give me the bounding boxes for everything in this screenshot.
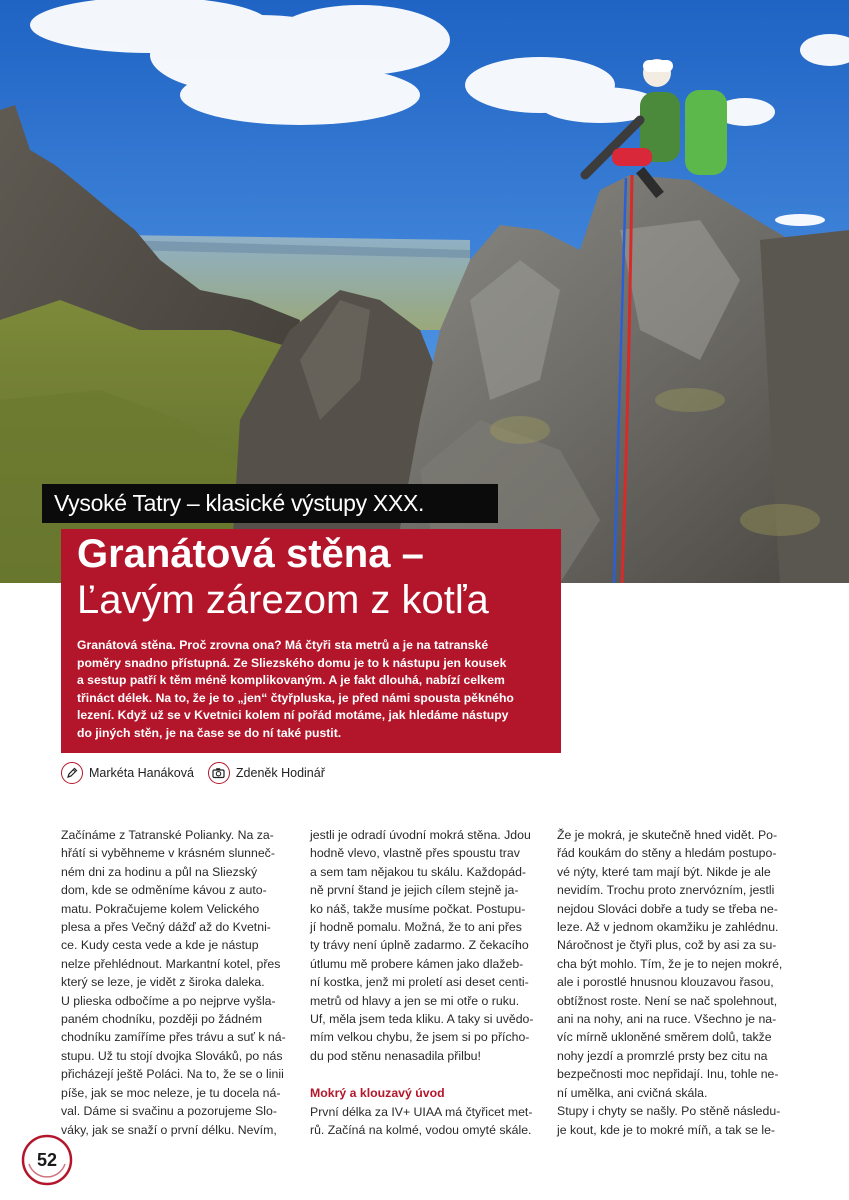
body-line: leze. Až v jednom okamžiku je zahlédnu. [557,920,779,935]
body-line: řád koukám do stěny a hledám postupo- [557,846,777,861]
text-column-1 [61,826,286,1139]
body-line: stupu. Už tu stojí dvojka Slováků, po nás [61,1048,283,1063]
body-line: ce. Kudy cesta vede a kde je nástup [61,938,259,953]
body-line: hodně vlevo, vlastně přes spoustu trav [310,846,520,861]
title-line-2: Ľavým zárezom z kotľa [77,578,489,622]
lead-line: třináct délek. Na to, že je to „jen“ čtyřpluska, je před námi spousta pěkného [77,690,514,705]
photographer-name: Zdeněk Hodinář [235,766,325,780]
body-line: ně první štand je jejich cílem stejně ja- [310,883,519,898]
body-line: jestli je odradí úvodní mokrá stěna. Jdou [310,828,531,842]
body-line: přicházejí ještě Poláci. Na to, že se o linii [61,1067,284,1082]
body-line: ní umělka, ani cvičná skála. [557,1085,708,1100]
body-line: ní kostka, jenž mi proletí asi deset centi- [310,975,529,990]
body-line: ale i porostlé hnusnou klouzavou řasou, [557,975,774,990]
body-line: První délka za IV+ UIAA má čtyřicet met- [310,1104,533,1119]
lead-line: poměry snadno přístupná. Ze Sliezského domu je to k nástupu jen kousek [77,655,507,670]
lead-line: lezení. Když už se v Kvetnici kolem ní pořád motáme, jak hledáme nástupy [77,708,509,723]
lead-line: a sestup patří k těm méně komplikovaným. A je fakt dlouhá, nabízí celkem [77,673,505,688]
body-line: útlumu mě probere kámen jako dlažeb- [310,956,524,971]
page-number-badge [21,1134,73,1186]
lead-line: do jiných stěn, je na čase se do ní také pustit. [77,725,342,740]
body-line: obtížnost roste. Není se nač spolehnout, [557,993,778,1008]
body-line: bezpečnosti moc nepřidají. Inu, tohle ne- [557,1067,779,1082]
text-column-2 [310,826,532,1140]
body-line: Náročnost je čtyři plus, což by asi za su- [557,938,777,953]
body-line: nelze přehlédnout. Markantní kotel, přes [61,956,281,971]
body-line: píše, jak se moc neleze, je tu docela ná- [61,1085,281,1100]
body-line: chodníku zamíříme přes trávu a suť k ná- [61,1030,286,1045]
body-line: který se leze, je vidět z široka daleka. [61,975,265,990]
body-line: du pod stěnu nenasadila přilbu! [310,1048,481,1063]
body-line: metrů od hlavy a jen se mi otře o ruku. [310,993,520,1008]
body-line: Uf, měla jsem teda kliku. A taky si uvědo- [310,1012,534,1027]
series-tag: Vysoké Tatry – klasické výstupy XXX. [42,484,498,523]
body-line: val. Dáme si svačinu a pozorujeme Slo- [61,1104,277,1119]
body-line: rů. Začíná na kolmé, vodou omyté skále. [310,1123,532,1138]
body-line: nevidím. Trochu proto znervózním, jestli [557,883,775,898]
credits [61,760,339,786]
body-line: vé nýty, které tam mají být. Nikde je ale [557,864,771,879]
page-number: 52 [36,1150,58,1170]
text-column-3 [557,826,783,1139]
body-line: nohy jezdí a promrzlé prsty bez citu na [557,1048,768,1063]
lead-paragraph [77,637,547,743]
body-line: ném dni za hodinu a půl na Sliezský [61,864,258,879]
body-line: ani na nohy, ani na ruce. Všechno je na- [557,1012,777,1027]
body-line: Stupy i chyty se našly. Po stěně následu- [557,1104,781,1119]
body-line: Začínáme z Tatranské Polianky. Na za- [61,828,274,842]
body-line: ty trávy není úplně zadarmo. Z čekacího [310,938,529,953]
title-block [61,529,561,753]
body-line: a sem tam nějakou tu skálu. Každopád- [310,864,527,879]
body-line: je kout, kde je to mokré míň, a tak se le- [557,1122,776,1137]
body-line: paném chodníku, později po žádném [61,1012,262,1027]
body-line: váky, jak se snaží o první délku. Nevím, [61,1122,277,1137]
body-line: Že je mokrá, je skutečně hned vidět. Po- [557,828,778,842]
title-line-1: Granátová stěna – [77,532,424,576]
body-line: nejdou Slováci dobře a tudy se třeba ne- [557,901,778,916]
camera-icon [208,762,230,784]
body-line: víc mírně ukloněné směrem dolů, takže [557,1030,772,1045]
pencil-icon [61,762,83,784]
lead-line: Granátová stěna. Proč zrovna ona? Má čtyři sta metrů a je na tatranské [77,638,489,652]
body-line: plesa a přes Večný dážď až do Kvetni- [61,920,271,935]
author-name: Markéta Hanáková [89,766,194,780]
body-line: matu. Pokračujeme kolem Velického [61,901,260,916]
body-line: jí hodně pomalu. Možná, že to ani přes [310,920,522,935]
body-line: ko náš, takže musíme počkat. Postupu- [310,901,526,916]
body-line: mím velkou chybu, že jsem si po přícho- [310,1030,530,1045]
body-line: hřátí si vyběhneme v krásném slunneč- [61,846,275,861]
body-line: cha být mohlo. Tím, že je to nejen mokré, [557,956,783,971]
body-line: U plieska odbočíme a po nejprve vyšla- [61,993,276,1008]
body-line: dom, kde se odměníme kávou z auto- [61,883,267,898]
section-subheading: Mokrý a klouzavý úvod [310,1086,445,1101]
